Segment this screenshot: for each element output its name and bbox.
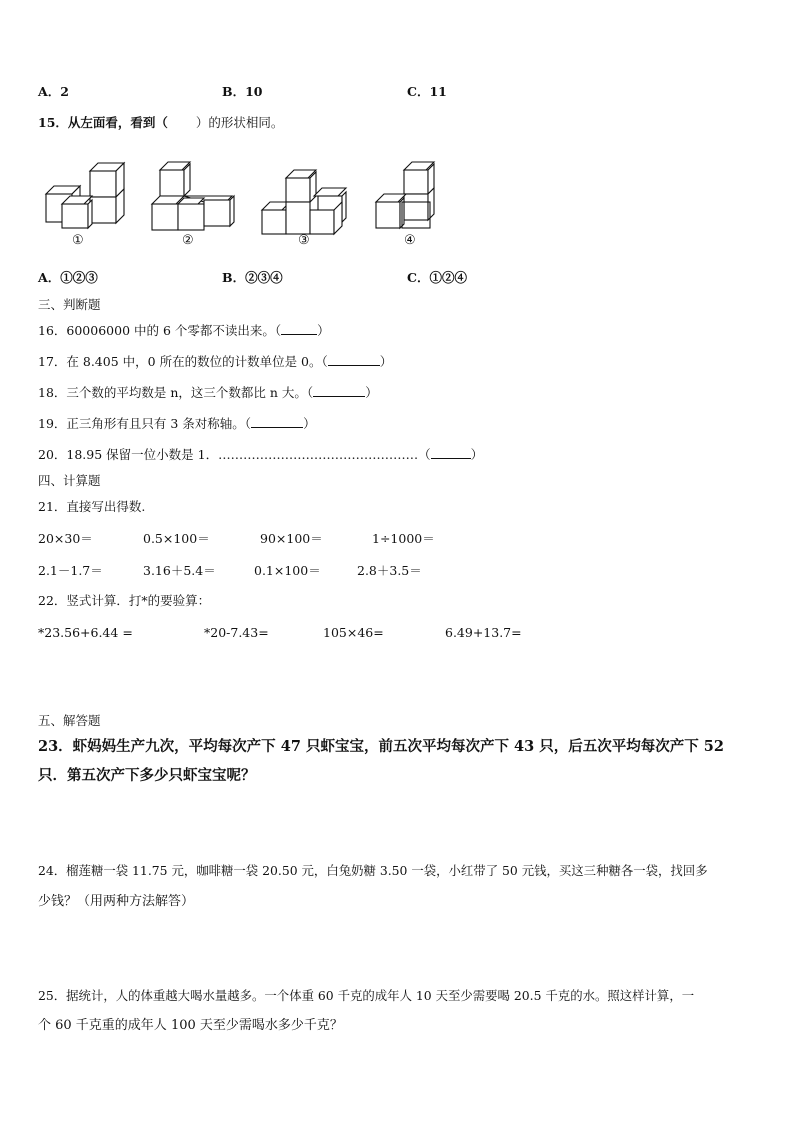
- q23-line1: 23．虾妈妈生产九次，平均每次产下 47 只虾宝宝，前五次平均每次产下 43 只，后五次平均每次产下 52: [38, 738, 724, 755]
- q22-item: *23.56+6.44 =: [38, 625, 133, 640]
- q21-item: 0.1×100＝: [254, 563, 321, 578]
- q24-line2: 少钱？（用两种方法解答）: [38, 894, 195, 909]
- figure-3: [260, 158, 355, 257]
- q14-option-c: C．11: [407, 84, 447, 99]
- q21-item: 2.8＋3.5＝: [357, 563, 422, 578]
- q25-line2: 个 60 千克重的成年人 100 天至少需喝水多少千克？: [38, 1018, 343, 1033]
- q17: 17．在 8.405 中，0 所在的数位的计数单位是 0。（ ）: [38, 354, 393, 369]
- q20: 20．18.95 保留一位小数是 1．…………………………………………（ ）: [38, 447, 484, 462]
- section-5-heading: 五、解答题: [38, 713, 101, 728]
- figure-4-label: ④: [404, 233, 416, 248]
- q18: 18．三个数的平均数是 n，这三个数都比 n 大。（ ）: [38, 385, 378, 400]
- q15-option-b: B．②③④: [222, 270, 283, 285]
- figure-2-label: ②: [182, 233, 194, 248]
- figure-4: [372, 158, 452, 257]
- q15-option-a: A．①②③: [38, 270, 98, 285]
- q21-item: 1÷1000＝: [372, 531, 435, 546]
- q23-line2: 只．第五次产下多少只虾宝宝呢？: [38, 767, 256, 784]
- q16: 16．60006000 中的 6 个零都不读出来。（ ）: [38, 323, 330, 338]
- q15-option-c: C．①②④: [407, 270, 467, 285]
- q21-stem: 21．直接写出得数.: [38, 499, 146, 514]
- q14-option-a: A．2: [38, 84, 69, 99]
- q21-item: 0.5×100＝: [143, 531, 210, 546]
- q22-item: 105×46=: [323, 625, 384, 640]
- figure-1: [40, 158, 130, 257]
- q22-item: *20-7.43=: [204, 625, 269, 640]
- figure-1-label: ①: [72, 233, 84, 248]
- q21-item: 3.16＋5.4＝: [143, 563, 216, 578]
- q22-stem: 22．竖式计算．打*的要验算：: [38, 593, 211, 608]
- q21-item: 20×30＝: [38, 531, 93, 546]
- q19: 19．正三角形有且只有 3 条对称轴。（ ）: [38, 416, 316, 431]
- q22-item: 6.49+13.7=: [445, 625, 522, 640]
- figure-3-label: ③: [298, 233, 310, 248]
- figure-2: [150, 158, 240, 257]
- q21-item: 2.1－1.7＝: [38, 563, 103, 578]
- q21-item: 90×100＝: [260, 531, 323, 546]
- q25-line1: 25．据统计，人的体重越大喝水量越多。一个体重 60 千克的成年人 10 天至少需要喝 20.5 千克的水。照这样计算，一: [38, 988, 695, 1003]
- q24-line1: 24．榴莲糖一袋 11.75 元，咖啡糖一袋 20.50 元，白兔奶糖 3.50 一袋，小红带了 50 元钱，买这三种糖各一袋，找回多: [38, 863, 708, 878]
- section-4-heading: 四、计算题: [38, 473, 101, 488]
- q15-stem: 15．从左面看，看到（ ）的形状相同。: [38, 115, 284, 130]
- section-3-heading: 三、判断题: [38, 297, 101, 312]
- q14-option-b: B．10: [222, 84, 263, 99]
